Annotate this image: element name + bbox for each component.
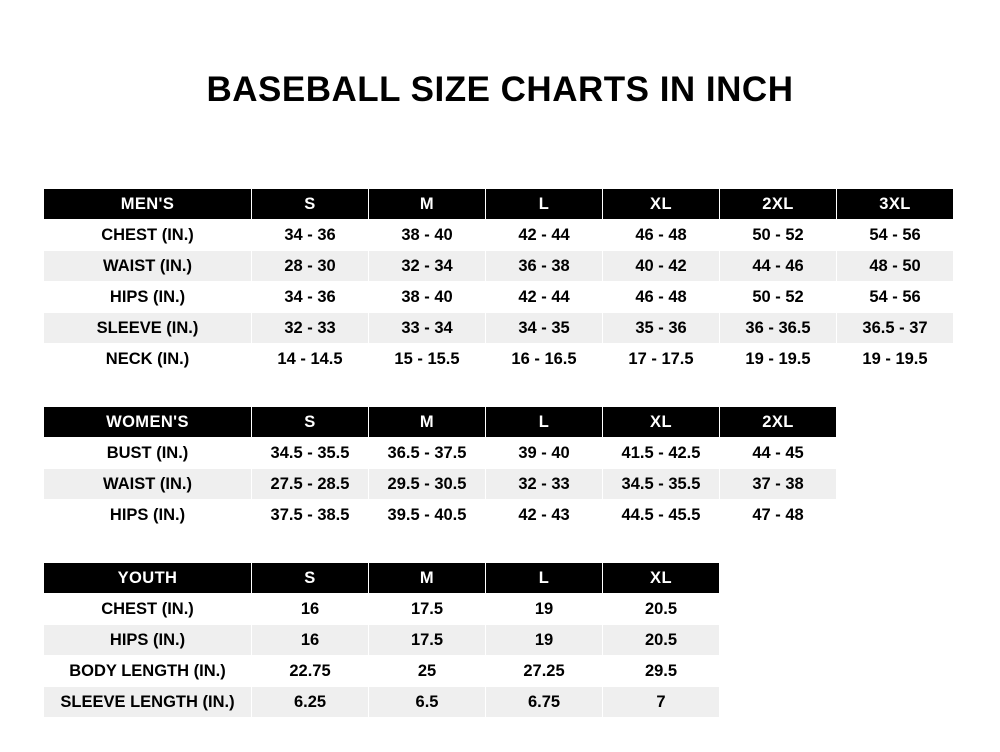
row-label: NECK (IN.) — [44, 344, 252, 375]
cell-value: 20.5 — [603, 594, 720, 625]
cell-value: 44.5 - 45.5 — [603, 500, 720, 531]
cell-value: 36.5 - 37.5 — [369, 438, 486, 469]
table-row — [44, 625, 720, 656]
cell-value: 19 — [486, 594, 603, 625]
row-label: BUST (IN.) — [44, 438, 252, 469]
mens-table-header — [44, 189, 954, 220]
cell-value: 48 - 50 — [837, 251, 954, 282]
table-row — [44, 313, 954, 344]
cell-value: 15 - 15.5 — [369, 344, 486, 375]
cell-value: 27.5 - 28.5 — [252, 469, 369, 500]
mens-header-xl: XL — [603, 189, 720, 220]
row-label: HIPS (IN.) — [44, 282, 252, 313]
row-label: SLEEVE (IN.) — [44, 313, 252, 344]
table-header-row — [44, 189, 954, 220]
youth-header-m: M — [369, 563, 486, 594]
cell-value: 34 - 35 — [486, 313, 603, 344]
cell-value: 6.25 — [252, 687, 369, 718]
cell-value: 16 — [252, 594, 369, 625]
row-label: HIPS (IN.) — [44, 500, 252, 531]
cell-value: 33 - 34 — [369, 313, 486, 344]
womens-header-xl: XL — [603, 407, 720, 438]
youth-header-category: YOUTH — [44, 563, 252, 594]
cell-value: 17 - 17.5 — [603, 344, 720, 375]
youth-header-s: S — [252, 563, 369, 594]
cell-value: 28 - 30 — [252, 251, 369, 282]
cell-value: 32 - 34 — [369, 251, 486, 282]
table-row — [44, 344, 954, 375]
row-label: WAIST (IN.) — [44, 469, 252, 500]
cell-value: 17.5 — [369, 625, 486, 656]
cell-value: 36.5 - 37 — [837, 313, 954, 344]
mens-header-2xl: 2XL — [720, 189, 837, 220]
cell-value: 32 - 33 — [252, 313, 369, 344]
youth-header-xl: XL — [603, 563, 720, 594]
table-row — [44, 220, 954, 251]
cell-value: 16 — [252, 625, 369, 656]
cell-value: 32 - 33 — [486, 469, 603, 500]
cell-value: 47 - 48 — [720, 500, 837, 531]
cell-value: 14 - 14.5 — [252, 344, 369, 375]
cell-value: 41.5 - 42.5 — [603, 438, 720, 469]
womens-size-table — [43, 406, 837, 531]
table-row — [44, 500, 837, 531]
table-header-row — [44, 407, 837, 438]
cell-value: 19 - 19.5 — [720, 344, 837, 375]
page-title: BASEBALL SIZE CHARTS IN INCH — [206, 70, 794, 109]
mens-table-body — [44, 220, 954, 375]
table-header-row — [44, 563, 720, 594]
tables-container — [43, 188, 954, 718]
cell-value: 6.5 — [369, 687, 486, 718]
cell-value: 19 - 19.5 — [837, 344, 954, 375]
cell-value: 36 - 36.5 — [720, 313, 837, 344]
cell-value: 38 - 40 — [369, 282, 486, 313]
cell-value: 42 - 43 — [486, 500, 603, 531]
youth-size-table — [43, 562, 720, 718]
cell-value: 29.5 - 30.5 — [369, 469, 486, 500]
cell-value: 39.5 - 40.5 — [369, 500, 486, 531]
cell-value: 35 - 36 — [603, 313, 720, 344]
cell-value: 38 - 40 — [369, 220, 486, 251]
cell-value: 50 - 52 — [720, 220, 837, 251]
row-label: SLEEVE LENGTH (IN.) — [44, 687, 252, 718]
table-row — [44, 656, 720, 687]
table-row — [44, 687, 720, 718]
cell-value: 27.25 — [486, 656, 603, 687]
cell-value: 42 - 44 — [486, 282, 603, 313]
row-label: WAIST (IN.) — [44, 251, 252, 282]
table-row — [44, 469, 837, 500]
cell-value: 34 - 36 — [252, 282, 369, 313]
table-spacer — [43, 375, 954, 406]
cell-value: 46 - 48 — [603, 220, 720, 251]
youth-table-body — [44, 594, 720, 718]
youth-header-l: L — [486, 563, 603, 594]
cell-value: 6.75 — [486, 687, 603, 718]
table-row — [44, 438, 837, 469]
table-row — [44, 251, 954, 282]
cell-value: 39 - 40 — [486, 438, 603, 469]
womens-header-category: WOMEN'S — [44, 407, 252, 438]
table-row — [44, 594, 720, 625]
cell-value: 50 - 52 — [720, 282, 837, 313]
cell-value: 54 - 56 — [837, 282, 954, 313]
mens-header-3xl: 3XL — [837, 189, 954, 220]
womens-table-body — [44, 438, 837, 531]
youth-table-header — [44, 563, 720, 594]
cell-value: 54 - 56 — [837, 220, 954, 251]
cell-value: 7 — [603, 687, 720, 718]
row-label: CHEST (IN.) — [44, 594, 252, 625]
cell-value: 37.5 - 38.5 — [252, 500, 369, 531]
womens-header-2xl: 2XL — [720, 407, 837, 438]
table-row — [44, 282, 954, 313]
womens-header-l: L — [486, 407, 603, 438]
cell-value: 40 - 42 — [603, 251, 720, 282]
cell-value: 22.75 — [252, 656, 369, 687]
cell-value: 25 — [369, 656, 486, 687]
table-spacer — [43, 531, 954, 562]
womens-header-s: S — [252, 407, 369, 438]
cell-value: 46 - 48 — [603, 282, 720, 313]
cell-value: 34 - 36 — [252, 220, 369, 251]
cell-value: 19 — [486, 625, 603, 656]
cell-value: 20.5 — [603, 625, 720, 656]
row-label: HIPS (IN.) — [44, 625, 252, 656]
cell-value: 37 - 38 — [720, 469, 837, 500]
cell-value: 16 - 16.5 — [486, 344, 603, 375]
cell-value: 44 - 45 — [720, 438, 837, 469]
cell-value: 34.5 - 35.5 — [603, 469, 720, 500]
mens-header-category: MEN'S — [44, 189, 252, 220]
row-label: BODY LENGTH (IN.) — [44, 656, 252, 687]
mens-size-table — [43, 188, 954, 375]
cell-value: 44 - 46 — [720, 251, 837, 282]
mens-header-m: M — [369, 189, 486, 220]
mens-header-l: L — [486, 189, 603, 220]
cell-value: 42 - 44 — [486, 220, 603, 251]
womens-header-m: M — [369, 407, 486, 438]
cell-value: 36 - 38 — [486, 251, 603, 282]
cell-value: 29.5 — [603, 656, 720, 687]
cell-value: 17.5 — [369, 594, 486, 625]
womens-table-header — [44, 407, 837, 438]
mens-header-s: S — [252, 189, 369, 220]
cell-value: 34.5 - 35.5 — [252, 438, 369, 469]
row-label: CHEST (IN.) — [44, 220, 252, 251]
